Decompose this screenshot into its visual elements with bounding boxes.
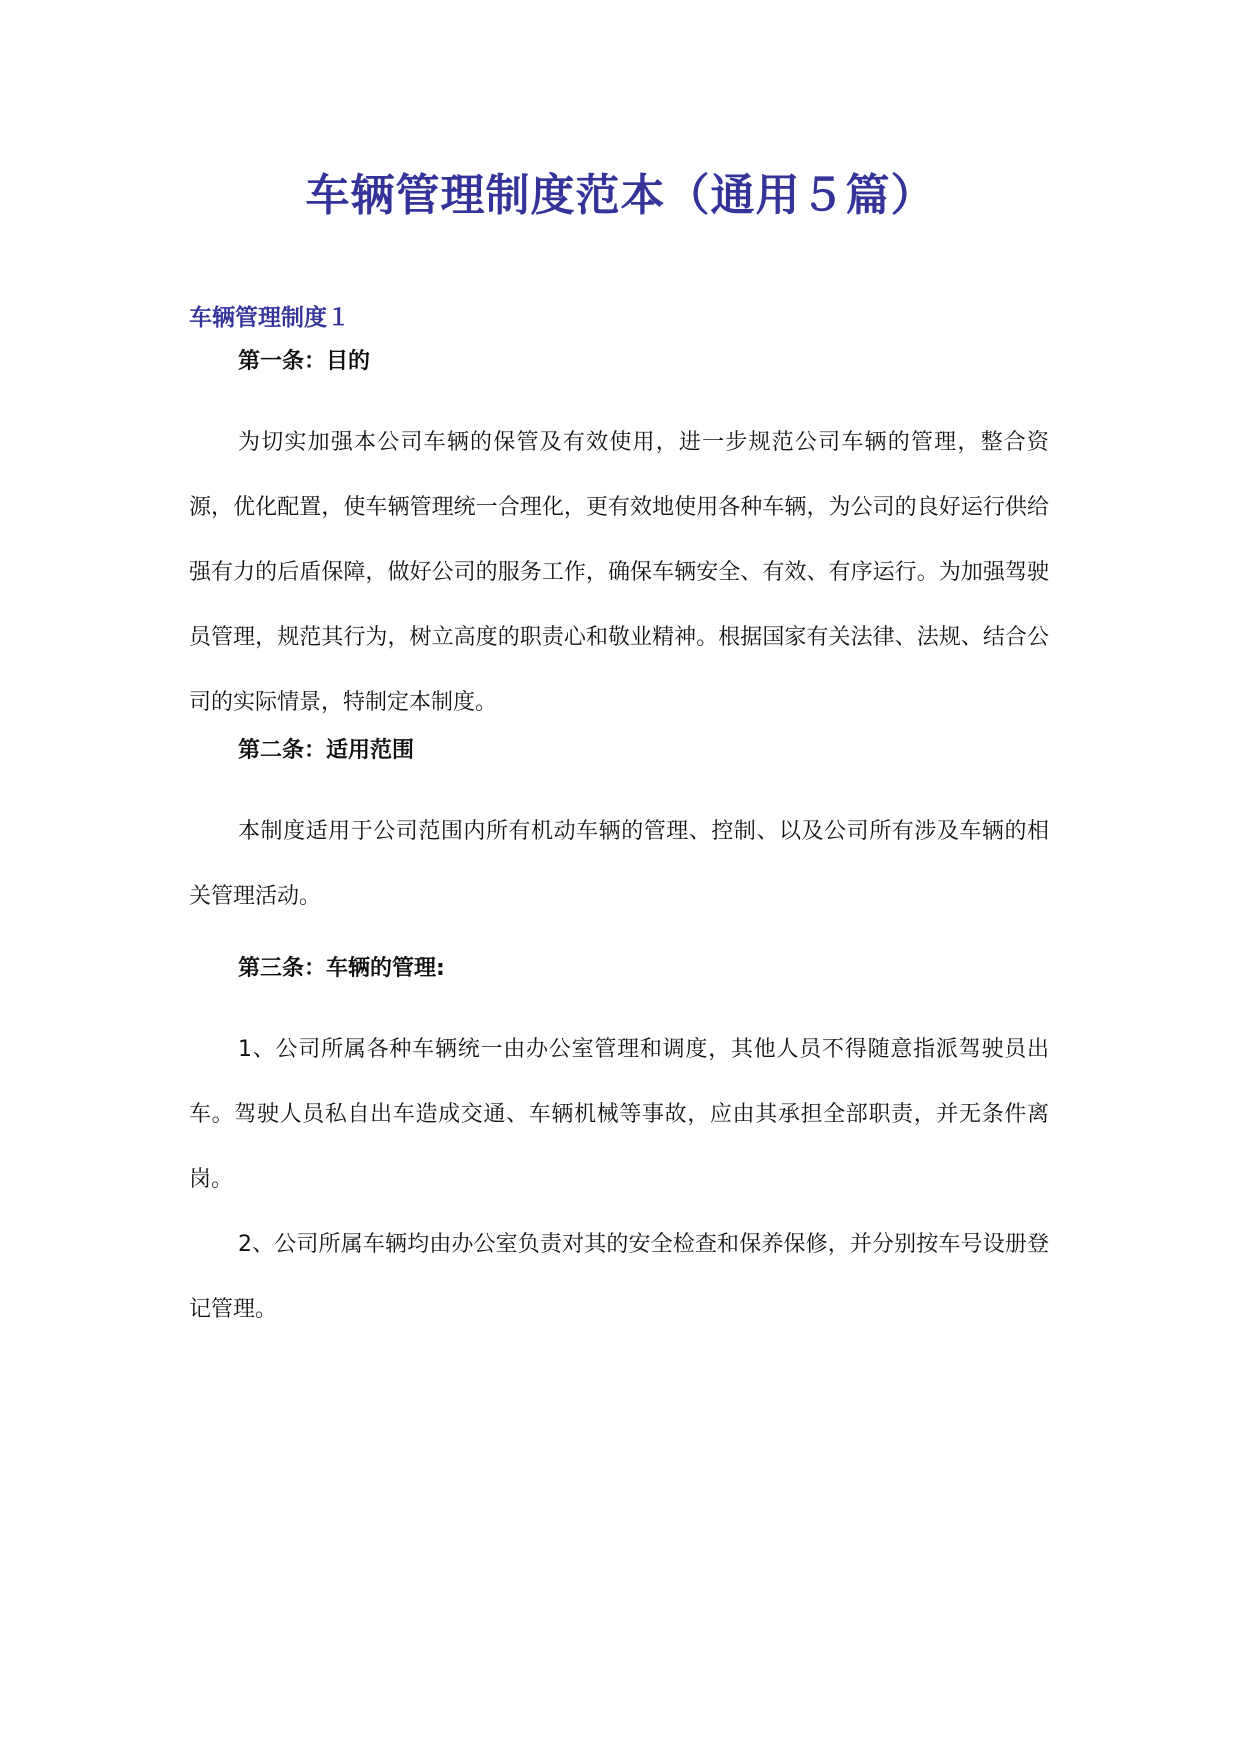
article-heading-1: 第一条：目的	[238, 349, 371, 374]
article-heading-3: 第三条：车辆的管理:	[238, 956, 445, 981]
article-3-item-1: 1、公司所属各种车辆统一由办公室管理和调度，其他人员不得随意指派驾驶员出车。驾驶人员私自出车造成交通、车辆机械等事故，应由其承担全部职责，并无条件离岗。	[189, 1037, 1049, 1192]
article-1-paragraph: 为切实加强本公司车辆的保管及有效使用，进一步规范公司车辆的管理，整合资源，优化配置，使车辆管理统一合理化，更有效地使用各种车辆，为公司的良好运行供给强有力的后盾保障，做好公司的服务工作，确保车辆安全、有效、有序运行。为加强驾驶员管理，规范其行为，树立高度的职责心和敬业精神。根据国家有关法律、法规、结合公司的实际情景，特制定本制度。	[189, 430, 1049, 715]
article-2-paragraph: 本制度适用于公司范围内所有机动车辆的管理、控制、以及公司所有涉及车辆的相关管理活动。	[189, 819, 1049, 909]
article-heading-2: 第二条：适用范围	[238, 738, 415, 763]
document-title: 车辆管理制度范本（通用５篇）	[305, 170, 936, 221]
article-3-item-2: 2、公司所属车辆均由办公室负责对其的安全检查和保养保修，并分别按车号设册登记管理。	[189, 1232, 1049, 1322]
section-heading: 车辆管理制度１	[189, 305, 350, 331]
